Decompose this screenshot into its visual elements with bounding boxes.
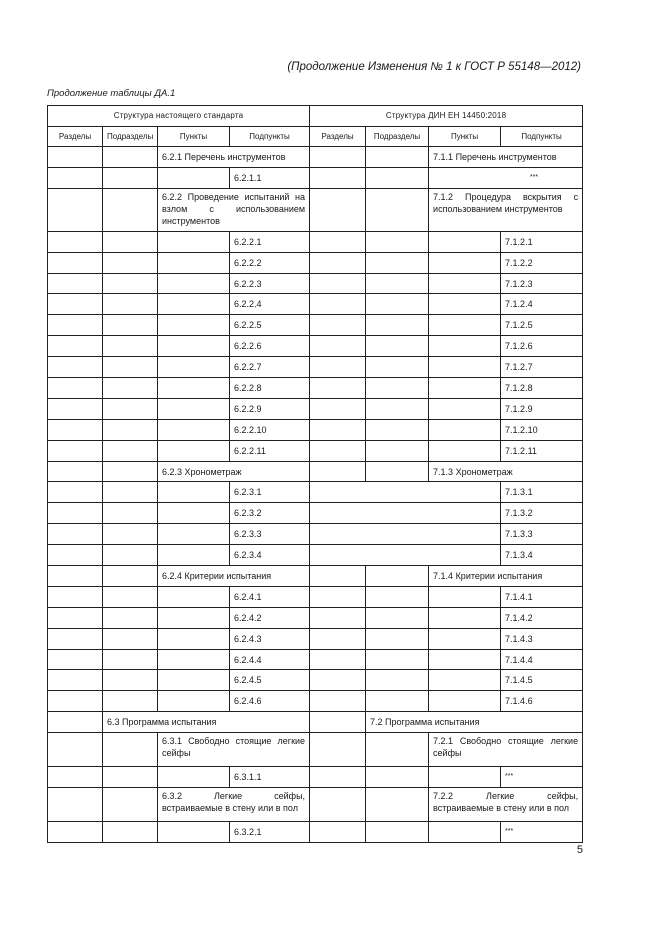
table-row (48, 357, 583, 378)
block-6-2-4 (48, 586, 583, 711)
table-row (48, 767, 583, 788)
subitem-left: 6.2.4.3 (230, 628, 310, 649)
subitem-left: 6.2.4.1 (230, 586, 310, 607)
subitem-left: 6.3.2.1 (230, 822, 310, 843)
table-row (48, 649, 583, 670)
subitem-right: 7.1.3.3 (501, 524, 583, 545)
subsection-right: 7.2 Программа испытания (366, 712, 583, 733)
subsection-left: 6.3 Программа испытания (103, 712, 310, 733)
table-caption: Продолжение таблицы ДА.1 (47, 88, 176, 99)
group-header-row (48, 106, 583, 127)
subitem-right: 7.1.4.6 (501, 691, 583, 712)
page-number: 5 (576, 844, 583, 856)
table-row (48, 586, 583, 607)
subitem-right: 7.1.4.4 (501, 649, 583, 670)
block-6-2-3 (48, 482, 583, 566)
table-row (48, 294, 583, 315)
subitem-right: 7.1.4.2 (501, 607, 583, 628)
subitem-right-absent: *** (501, 767, 583, 788)
subitem-right: 7.1.2.1 (501, 231, 583, 252)
subitem-left: 6.2.2.3 (230, 273, 310, 294)
group-header-right: Структура ДИН ЕН 14450:2018 (310, 106, 583, 127)
table-row (48, 482, 583, 503)
item-right: 7.2.1 Свободно стоящие легкие сейфы (429, 733, 583, 767)
subitem-left: 6.2.4.2 (230, 607, 310, 628)
item-left: 6.2.2 Проведение испытаний на взлом с использованием инструментов (158, 188, 310, 231)
subitem-right-absent: *** (429, 167, 583, 188)
item-left: 6.3.2 Легкие сейфы, встраиваемые в стену или в пол (158, 788, 310, 822)
subitem-left: 6.2.3.4 (230, 545, 310, 566)
table-row (48, 822, 583, 843)
item-left: 6.2.4 Критерии испытания (158, 566, 310, 587)
subitem-left: 6.2.2.10 (230, 419, 310, 440)
comparison-table (47, 105, 583, 843)
table-row (48, 788, 583, 822)
subitem-right: 7.1.4.5 (501, 670, 583, 691)
item-left: 6.3.1 Свободно стоящие легкие сейфы (158, 733, 310, 767)
table-row (48, 607, 583, 628)
table-row (48, 545, 583, 566)
item-right: 7.1.2 Процедура вскрытия с использованием инструментов (429, 188, 583, 231)
subitem-left: 6.2.3.2 (230, 503, 310, 524)
item-right: 7.1.3 Хронометраж (429, 461, 583, 482)
table-row (48, 188, 583, 231)
group-header-left: Структура настоящего стандарта (48, 106, 310, 127)
item-right: 7.2.2 Легкие сейфы, встраиваемые в стену или в пол (429, 788, 583, 822)
block-6-2-2 (48, 231, 583, 461)
subitem-left: 6.2.1.1 (230, 167, 310, 188)
col-header-sections-left: Разделы (48, 127, 103, 147)
subitem-left: 6.2.4.4 (230, 649, 310, 670)
subitem-right: 7.1.2.11 (501, 440, 583, 461)
subitem-right: 7.1.2.4 (501, 294, 583, 315)
table-row (48, 231, 583, 252)
table-row (48, 398, 583, 419)
table-row (48, 147, 583, 168)
subitem-right: 7.1.3.4 (501, 545, 583, 566)
subitem-left: 6.2.2.2 (230, 252, 310, 273)
subitem-left: 6.2.2.7 (230, 357, 310, 378)
subitem-right: 7.1.2.7 (501, 357, 583, 378)
column-header-row (48, 127, 583, 147)
subitem-right: 7.1.3.2 (501, 503, 583, 524)
subitem-right: 7.1.2.5 (501, 315, 583, 336)
subitem-left: 6.2.2.8 (230, 378, 310, 399)
col-header-sections-right: Разделы (310, 127, 366, 147)
item-right: 7.1.1 Перечень инструментов (429, 147, 583, 168)
table-row (48, 336, 583, 357)
subitem-left: 6.3.1.1 (230, 767, 310, 788)
item-left: 6.2.3 Хронометраж (158, 461, 310, 482)
subitem-right: 7.1.2.2 (501, 252, 583, 273)
table-row (48, 167, 583, 188)
table-row (48, 566, 583, 587)
subitem-right: 7.1.2.8 (501, 378, 583, 399)
subitem-left: 6.2.3.3 (230, 524, 310, 545)
col-header-subitems-right: Подпункты (501, 127, 583, 147)
col-header-items-left: Пункты (158, 127, 230, 147)
subitem-right: 7.1.2.3 (501, 273, 583, 294)
subitem-left: 6.2.4.5 (230, 670, 310, 691)
item-right: 7.1.4 Критерии испытания (429, 566, 583, 587)
subitem-right: 7.1.4.3 (501, 628, 583, 649)
table-row (48, 524, 583, 545)
subitem-right: 7.1.2.9 (501, 398, 583, 419)
table-row (48, 461, 583, 482)
table-row (48, 252, 583, 273)
col-header-subsections-right: Подразделы (366, 127, 429, 147)
table-row (48, 273, 583, 294)
subitem-left: 6.2.3.1 (230, 482, 310, 503)
subitem-right-absent: *** (501, 822, 583, 843)
table-row (48, 712, 583, 733)
subitem-left: 6.2.2.9 (230, 398, 310, 419)
table-row (48, 691, 583, 712)
table-row (48, 503, 583, 524)
table-row (48, 378, 583, 399)
subitem-left: 6.2.2.1 (230, 231, 310, 252)
subitem-left: 6.2.4.6 (230, 691, 310, 712)
table-row (48, 733, 583, 767)
item-left: 6.2.1 Перечень инструментов (158, 147, 310, 168)
table-row (48, 670, 583, 691)
col-header-subitems-left: Подпункты (230, 127, 310, 147)
subitem-left: 6.2.2.6 (230, 336, 310, 357)
subitem-right: 7.1.4.1 (501, 586, 583, 607)
col-header-items-right: Пункты (429, 127, 501, 147)
subitem-right: 7.1.2.6 (501, 336, 583, 357)
subitem-left: 6.2.2.4 (230, 294, 310, 315)
subitem-right: 7.1.2.10 (501, 419, 583, 440)
table-row (48, 628, 583, 649)
col-header-subsections-left: Подразделы (103, 127, 158, 147)
subitem-right: 7.1.3.1 (501, 482, 583, 503)
subitem-left: 6.2.2.11 (230, 440, 310, 461)
table-row (48, 419, 583, 440)
document-header: (Продолжение Изменения № 1 к ГОСТ Р 55148—2012) (287, 61, 581, 73)
subitem-left: 6.2.2.5 (230, 315, 310, 336)
table-row (48, 315, 583, 336)
table-row (48, 440, 583, 461)
